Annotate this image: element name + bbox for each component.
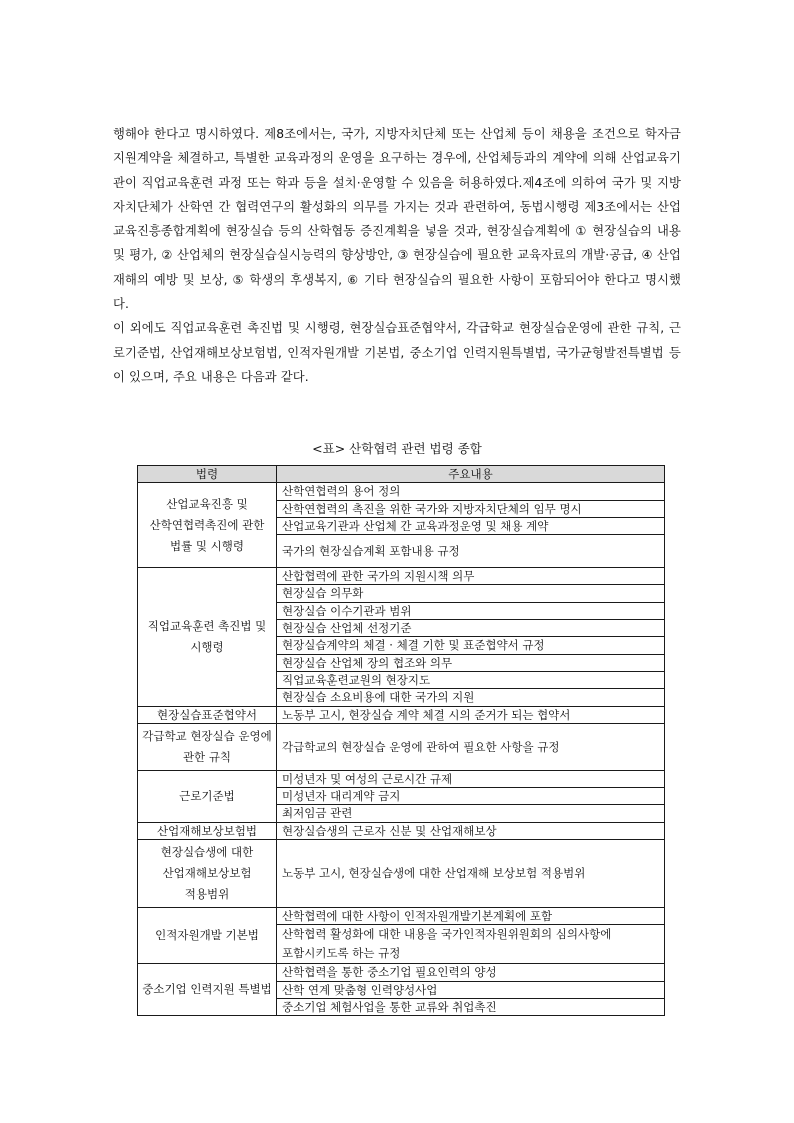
table-row — [138, 908, 665, 925]
law-name-cell: 각급학교 현장실습 운영에 관한 규칙 — [138, 723, 277, 770]
law-name-cell: 인적자원개발 기본법 — [138, 908, 277, 964]
content-cell: 산학연협력의 촉진을 위한 국가와 지방자치단체의 임무 명시 — [277, 500, 665, 517]
content-cell: 중소기업 체험사업을 통한 교류와 취업촉진 — [277, 998, 665, 1015]
content-cell: 노동부 고시, 현장실습생에 대한 산업재해 보상보험 적용범위 — [277, 840, 665, 908]
content-cell: 현장실습 이수기관과 범위 — [277, 602, 665, 619]
content-cell: 현장실습생의 근로자 신분 및 산업재해보상 — [277, 822, 665, 839]
body-text — [113, 122, 681, 389]
content-cell: 산합협력에 관한 국가의 지원시책 의무 — [277, 568, 665, 585]
table-row — [138, 822, 665, 839]
content-cell: 노동부 고시, 현장실습 계약 체결 시의 준거가 되는 협약서 — [277, 706, 665, 723]
table-row — [138, 964, 665, 981]
table-header-row — [138, 466, 665, 483]
table-row — [138, 723, 665, 770]
content-cell: 현장실습 의무화 — [277, 585, 665, 602]
table-row — [138, 840, 665, 908]
content-cell: 산학협력에 대한 사항이 인적자원개발기본계획에 포함 — [277, 908, 665, 925]
content-cell: 각급학교의 현장실습 운영에 관하여 필요한 사항을 규정 — [277, 723, 665, 770]
table-row — [138, 706, 665, 723]
content-cell: 미성년자 대리계약 금지 — [277, 788, 665, 805]
content-cell: 미성년자 및 여성의 근로시간 규제 — [277, 770, 665, 787]
content-cell: 산학협력을 통한 중소기업 필요인력의 양성 — [277, 964, 665, 981]
content-cell: 국가의 현장실습계획 포함내용 규정 — [277, 535, 665, 568]
content-cell: 산업교육기관과 산업체 간 교육과정운영 및 채용 계약 — [277, 517, 665, 534]
content-cell: 현장실습 산업체 장의 협조와 의무 — [277, 654, 665, 671]
content-cell: 직업교육훈련교원의 현장지도 — [277, 671, 665, 688]
table-row — [138, 483, 665, 500]
law-name-cell: 직업교육훈련 촉진법 및 시행령 — [138, 568, 277, 706]
content-cell: 산학연협력의 용어 정의 — [277, 483, 665, 500]
content-cell: 현장실습계약의 체결 · 체결 기한 및 표준협약서 규정 — [277, 637, 665, 654]
content-cell: 산학 연계 맞춤형 인력양성사업 — [277, 981, 665, 998]
law-name-cell: 중소기업 인력지원 특별법 — [138, 964, 277, 1016]
law-summary-table — [137, 465, 665, 1016]
content-cell: 산학협력 활성화에 대한 내용을 국가인적자원위원회의 심의사항에 포함시키도록 하는 규정 — [277, 925, 665, 964]
law-name-cell: 현장실습표준협약서 — [138, 706, 277, 723]
table-row — [138, 770, 665, 787]
paragraph-2: 이 외에도 직업교육훈련 촉진법 및 시행령, 현장실습표준협약서, 각급학교 현장실습운영에 관한 규칙, 근로기준법, 산업재해보상보험법, 인적자원개발 기본법, 중소기업 인력지원특별법, 국가균형발전특별법 등이 있으며, 주요 내용은 다음과 같다. — [113, 321, 681, 384]
content-cell: 현장실습 소요비용에 대한 국가의 지원 — [277, 689, 665, 706]
law-name-cell: 근로기준법 — [138, 770, 277, 822]
header-content: 주요내용 — [277, 466, 665, 483]
law-name-cell: 산업재해보상보험법 — [138, 822, 277, 839]
table-row — [138, 568, 665, 585]
content-cell: 현장실습 산업체 선정기준 — [277, 620, 665, 637]
table-caption: <표> 산학협력 관련 법령 종합 — [312, 441, 482, 456]
law-name-cell: 산업교육진흥 및 산학연협력촉진에 관한 법률 및 시행령 — [138, 483, 277, 568]
paragraph-1: 행해야 한다고 명시하였다. 제8조에서는, 국가, 지방자치단체 또는 산업체 등이 채용을 조건으로 학자금 지원계약을 체결하고, 특별한 교육과정의 운영을 요구하는 경우에, 산업체등과의 계약에 의해 산업교육기관이 직업교육훈련 과정 또는 학과 등을 설치·운영할 수 있음을 허용하였다.제4조에 의하여 국가 및 지방자치단체가 산학연 간 협력연구의 활성화의 의무를 가지는 것과 관련하여, 동법시행령 제3조에서는 산업교육진흥종합계획에 현장실습 등의 산학협동 증진계획을 넣을 것과, 현장실습계획에 ① 현장실습의 내용 및 평가, ② 산업체의 현장실습실시능력의 향상방안, ③ 현장실습에 필요한 교육자료의 개발·공급, ④ 산업재해의 예방 및 보상, ⑤ 학생의 후생복지, ⑥ 기타 현장실습의 필요한 사항이 포함되어야 한다고 명시했다. — [113, 127, 681, 312]
header-law: 법령 — [138, 466, 277, 483]
content-cell: 최저임금 관련 — [277, 805, 665, 822]
law-name-cell: 현장실습생에 대한 산업재해보상보험 적용범위 — [138, 840, 277, 908]
